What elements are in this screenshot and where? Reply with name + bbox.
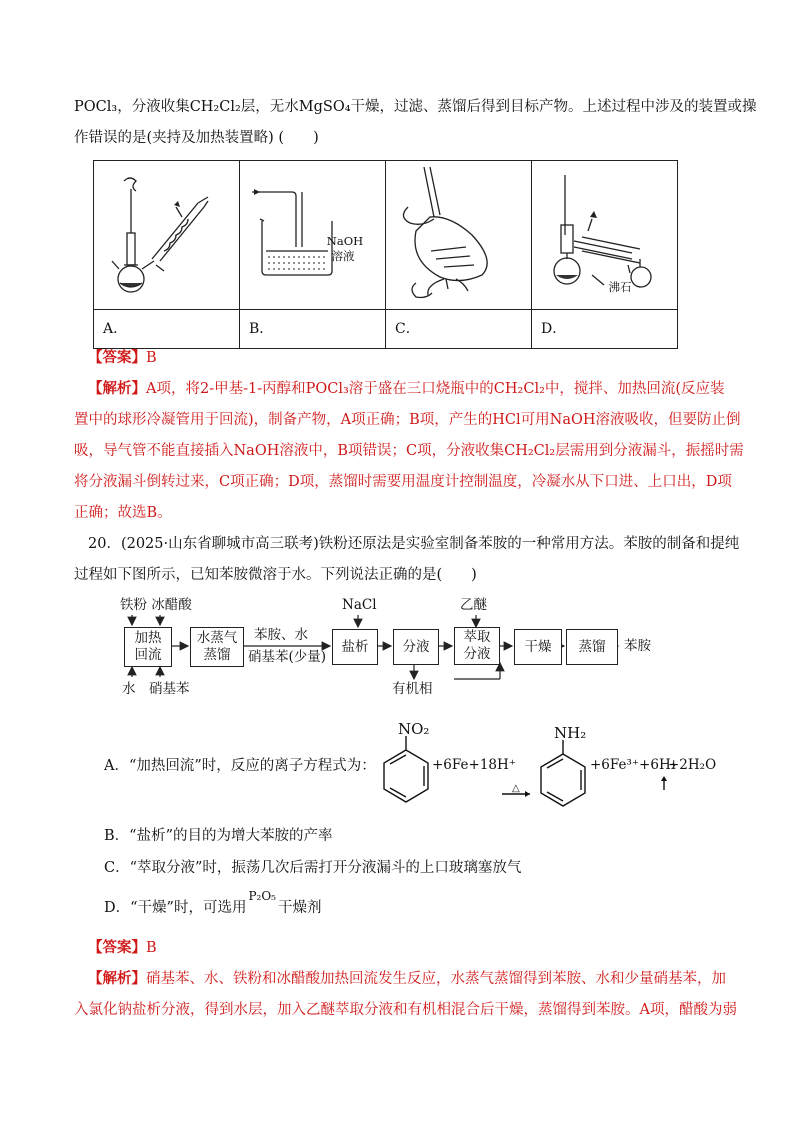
analysis-tag: 【解析】 — [88, 380, 146, 397]
answer-value: B — [146, 940, 157, 956]
boiling-stone-label: 沸石 — [608, 280, 632, 294]
intro-line-2: 作错误的是(夹持及加热装置略) ( ) — [74, 130, 319, 146]
water-term: +2H₂O — [668, 757, 717, 773]
reflux-apparatus-drawing — [94, 161, 239, 305]
naoh-label: NaOH — [326, 234, 364, 248]
q20-stem-line-1: 20．(2025·山东省聊城市高三联考)铁粉还原法是实验室制备苯胺的一种常用方法。苯胺的制备和提纯 — [88, 536, 740, 552]
p2o5-formula: P₂O₅ — [248, 889, 276, 903]
product-label: 苯胺 — [624, 638, 651, 654]
product-terms: +6Fe³⁺+6H₂ — [590, 757, 677, 773]
apparatus-c-cell — [386, 161, 532, 310]
reaction-equation — [370, 718, 740, 818]
q20-answer — [88, 938, 157, 958]
option-d-label: D． — [532, 310, 678, 349]
intermediate-mixture-line-2: 硝基苯(少量) — [248, 649, 327, 665]
nh2-group: NH₂ — [554, 724, 587, 742]
solution-label: 溶液 — [331, 249, 355, 263]
ether-label: 乙醚 — [460, 597, 487, 613]
option-c-label: C． — [386, 310, 532, 349]
step-heat-reflux: 加热 回流 — [124, 627, 172, 667]
q19-analysis-line-4: 将分液漏斗倒转过来，C项正确；D项，蒸馏时需要用温度计控制温度，冷凝水从下口进、上口出，D项 — [74, 474, 732, 490]
apparatus-a-cell — [94, 161, 240, 310]
apparatus-table — [93, 160, 678, 349]
q19-answer — [88, 348, 157, 368]
organic-phase-label: 有机相 — [392, 681, 433, 697]
intermediate-mixture-line-1: 苯胺、水 — [254, 627, 308, 643]
intro-line-1: POCl₃，分液收集CH₂Cl₂层，无水MgSO₄干燥，过滤、蒸馏后得到目标产物。上述过程中涉及的装置或操 — [74, 99, 757, 115]
step-salting-out: 盐析 — [332, 629, 378, 665]
analysis-tag: 【解析】 — [88, 970, 146, 987]
preparation-flowchart — [116, 593, 676, 705]
nacl-label: NaCl — [342, 597, 377, 613]
option-b-label: B． — [240, 310, 386, 349]
q19-analysis-line-1: 【解析】A项，将2-甲基-1-丙醇和POCl₃溶于盛在三口烧瓶中的CH₂Cl₂中，搅拌、加热回流(反应装 — [88, 380, 725, 397]
step-separation: 分液 — [393, 629, 439, 665]
answer-value: B — [146, 350, 157, 366]
apparatus-d-cell — [532, 161, 678, 310]
step-steam-distillation: 水蒸气 蒸馏 — [190, 627, 244, 667]
q20-analysis-line-1: 【解析】硝基苯、水、铁粉和冰醋酸加热回流发生反应，水蒸气蒸馏得到苯胺、水和少量硝基苯，加 — [88, 970, 726, 987]
option-c-text: C．“萃取分液”时，振荡几次后需打开分液漏斗的上口玻璃塞放气 — [104, 860, 522, 876]
separatory-funnel-drawing — [386, 161, 531, 305]
bottom-inputs-label: 水 硝基苯 — [122, 681, 190, 697]
step-extraction-separation: 萃取 分液 — [454, 627, 500, 665]
top-inputs-label: 铁粉 冰醋酸 — [120, 597, 192, 613]
q19-analysis-line-5: 正确；故选B。 — [74, 505, 172, 521]
q20-stem-line-2: 过程如下图所示，已知苯胺微溶于水。下列说法正确的是( ) — [74, 567, 477, 583]
option-d-text: D．“干燥”时，可选用$^{P_2O_5}$干燥剂 — [104, 889, 322, 916]
no2-group: NO₂ — [398, 720, 430, 738]
q20-analysis-line-2: 入氯化钠盐析分液，得到水层，加入乙醚萃取分液和有机相混合后干燥，蒸馏得到苯胺。A项，醋酸为弱 — [74, 1002, 737, 1018]
answer-tag: 【答案】 — [88, 939, 146, 956]
option-a-label: A． — [94, 310, 240, 349]
gas-absorption-beaker-drawing — [240, 161, 385, 305]
q19-analysis-line-3: 吸，导气管不能直接插入NaOH溶液中，B项错误；C项，分液收集CH₂Cl₂层需用到分液漏斗，振摇时需 — [74, 443, 744, 459]
q19-analysis-line-2: 置中的球形冷凝管用于回流)，制备产物，A项正确；B项，产生的HCl可用NaOH溶液吸收，但要防止倒 — [74, 412, 741, 428]
distillation-apparatus-drawing — [532, 161, 677, 305]
option-b-text: B．“盐析”的目的为增大苯胺的产率 — [104, 828, 333, 844]
heat-condition: △ — [512, 783, 520, 794]
step-distillation: 蒸馏 — [566, 629, 618, 665]
answer-tag: 【答案】 — [88, 349, 146, 366]
step-drying: 干燥 — [514, 629, 562, 665]
option-a-text: A．“加热回流”时，反应的离子方程式为： — [104, 758, 376, 774]
apparatus-b-cell — [240, 161, 386, 310]
reactant-terms: +6Fe+18H⁺ — [432, 757, 516, 773]
